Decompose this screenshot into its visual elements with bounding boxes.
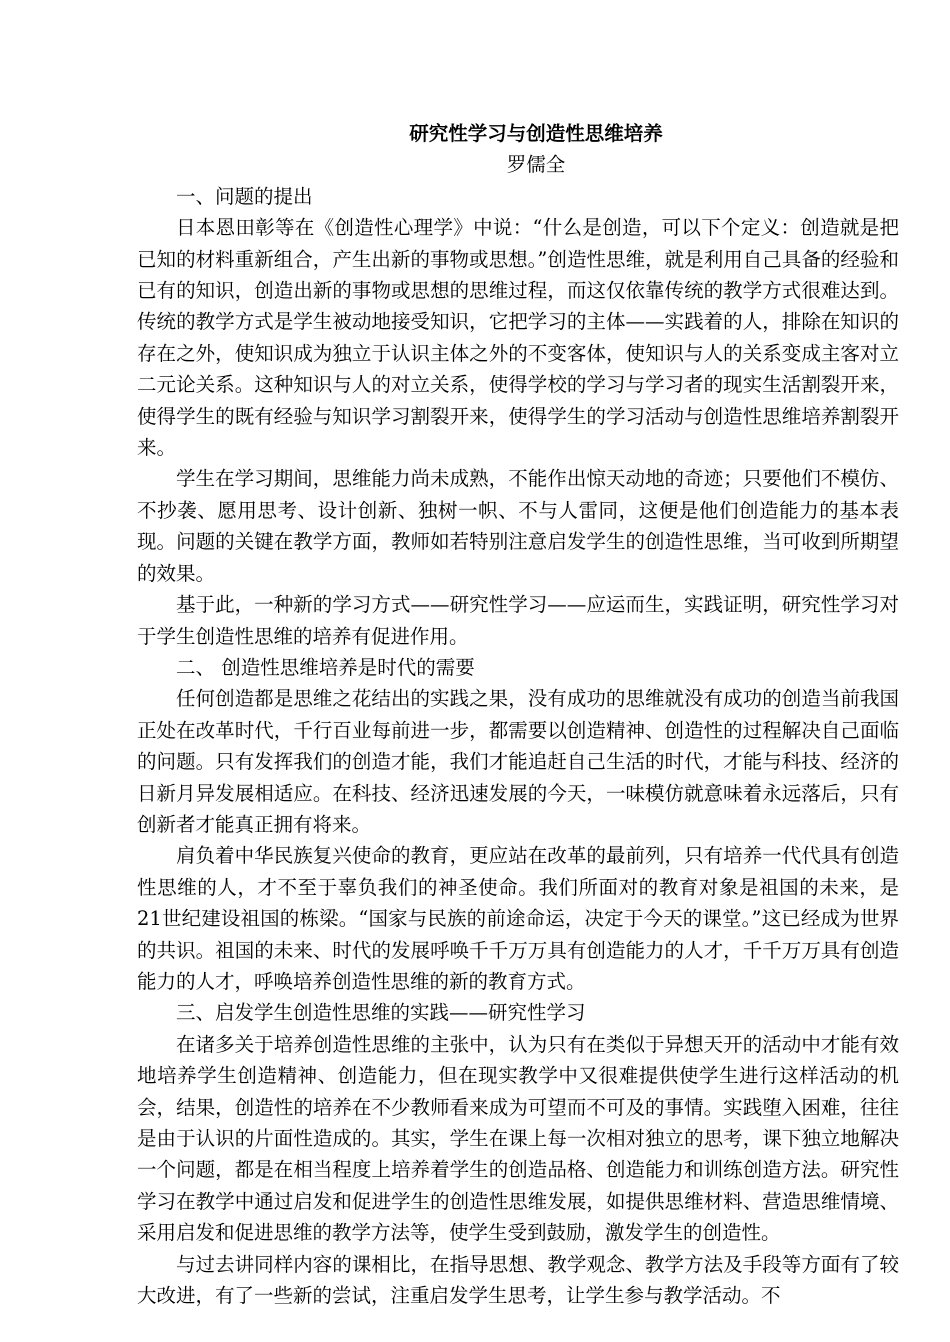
section-heading-1: 一、问题的提出 [176, 184, 313, 208]
paragraph: 肩负着中华民族复兴使命的教育，更应站在改革的最前列，只有培养一代代具有创造性思维的人，才不至于辜负我们的神圣使命。我们所面对的教育对象是祖国的未来，是21世纪建设祖国的栋梁。“国家与民族的前途命运，决定于今天的课堂。”这已经成为世界的共识。祖国的未来、时代的发展呼唤千千万万具有创造能力的人才，千千万万具有创造能力的人才，呼唤培养创造性思维的新的教育方式。 [137, 844, 899, 993]
document-author: 罗儒全 [506, 153, 566, 177]
paragraph: 学生在学习期间，思维能力尚未成熟，不能作出惊天动地的奇迹；只要他们不模仿、不抄袭、愿用思考、设计创新、独树一帜、不与人雷同，这便是他们创造能力的基本表现。问题的关键在教学方面，教师如若特别注意启发学生的创造性思维，当可收到所期望的效果。 [137, 467, 899, 585]
section-heading-2: 二、 创造性思维培养是时代的需要 [176, 655, 475, 679]
paragraph: 在诸多关于培养创造性思维的主张中，认为只有在类似于异想天开的活动中才能有效地培养学生创造精神、创造能力，但在现实教学中又很难提供使学生进行这样活动的机会，结果，创造性的培养在不少教师看来成为可望而不可及的事情。实践堕入困难，往往是由于认识的片面性造成的。其实，学生在课上每一次相对独立的思考，课下独立地解决一个问题，都是在相当程度上培养着学生的创造品格、创造能力和训练创造方法。研究性学习在教学中通过启发和促进学生的创造性思维发展，如提供思维材料、营造思维情境、采用启发和促进思维的教学方法等，使学生受到鼓励，激发学生的创造性。 [137, 1032, 899, 1245]
paragraph: 与过去讲同样内容的课相比，在指导思想、教学观念、教学方法及手段等方面有了较大改进，有了一些新的尝试，注重启发学生思考，让学生参与教学活动。不 [137, 1252, 899, 1308]
section-heading-3: 三、启发学生创造性思维的实践——研究性学习 [176, 1001, 586, 1025]
document-title: 研究性学习与创造性思维培养 [409, 122, 663, 145]
paragraph: 日本恩田彰等在《创造性心理学》中说：“什么是创造，可以下个定义：创造就是把已知的材料重新组合，产生出新的事物或思想。”创造性思维，就是利用自己具备的经验和已有的知识，创造出新的事物或思想的思维过程，而这仅依靠传统的教学方式很难达到。传统的教学方式是学生被动地接受知识，它把学习的主体——实践着的人，排除在知识的存在之外，使知识成为独立于认识主体之外的不变客体，使知识与人的关系变成主客对立二元论关系。这种知识与人的对立关系，使得学校的学习与学习者的现实生活割裂开来，使得学生的既有经验与知识学习割裂开来，使得学生的学习活动与创造性思维培养割裂开来。 [137, 216, 899, 460]
document-body [137, 118, 899, 1311]
paragraph: 基于此，一种新的学习方式——研究性学习——应运而生，实践证明，研究性学习对于学生创造性思维的培养有促进作用。 [137, 593, 899, 648]
paragraph: 任何创造都是思维之花结出的实践之果，没有成功的思维就没有成功的创造当前我国正处在改革时代，千行百业每前进一步，都需要以创造精神、创造性的过程解决自己面临的问题。只有发挥我们的创造才能，我们才能追赶自己生活的时代，才能与科技、经济的日新月异发展相适应。在科技、经济迅速发展的今天，一味模仿就意味着永远落后，只有创新者才能真正拥有将来。 [137, 687, 899, 836]
